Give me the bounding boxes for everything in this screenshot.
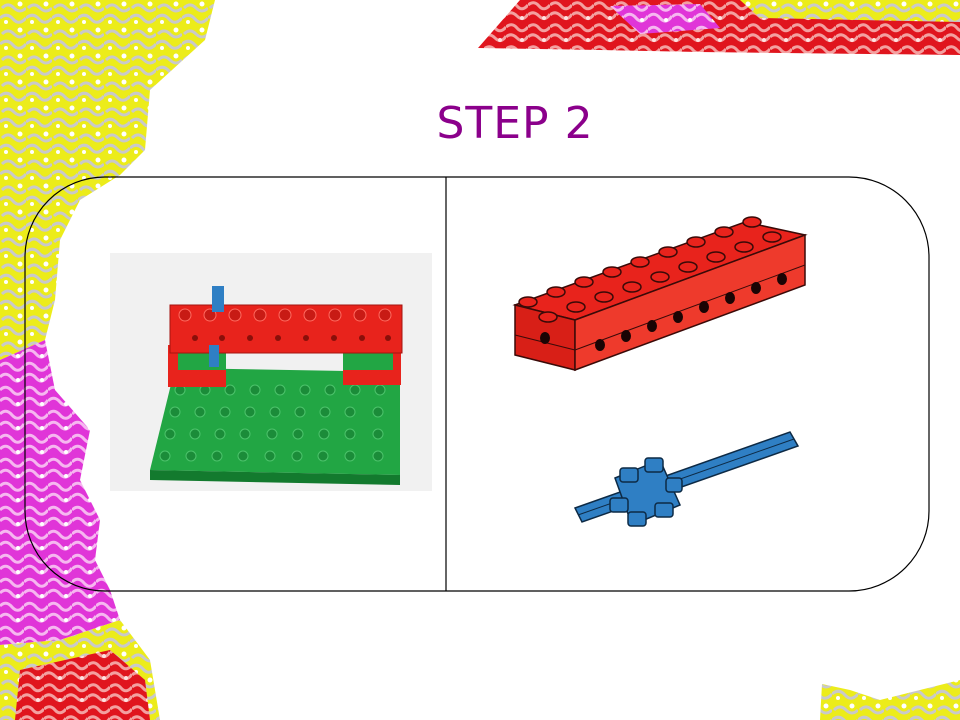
red-beam-brick <box>515 217 805 370</box>
blue-axle-with-gear <box>575 432 798 526</box>
slide-title: STEP 2 <box>436 98 594 149</box>
